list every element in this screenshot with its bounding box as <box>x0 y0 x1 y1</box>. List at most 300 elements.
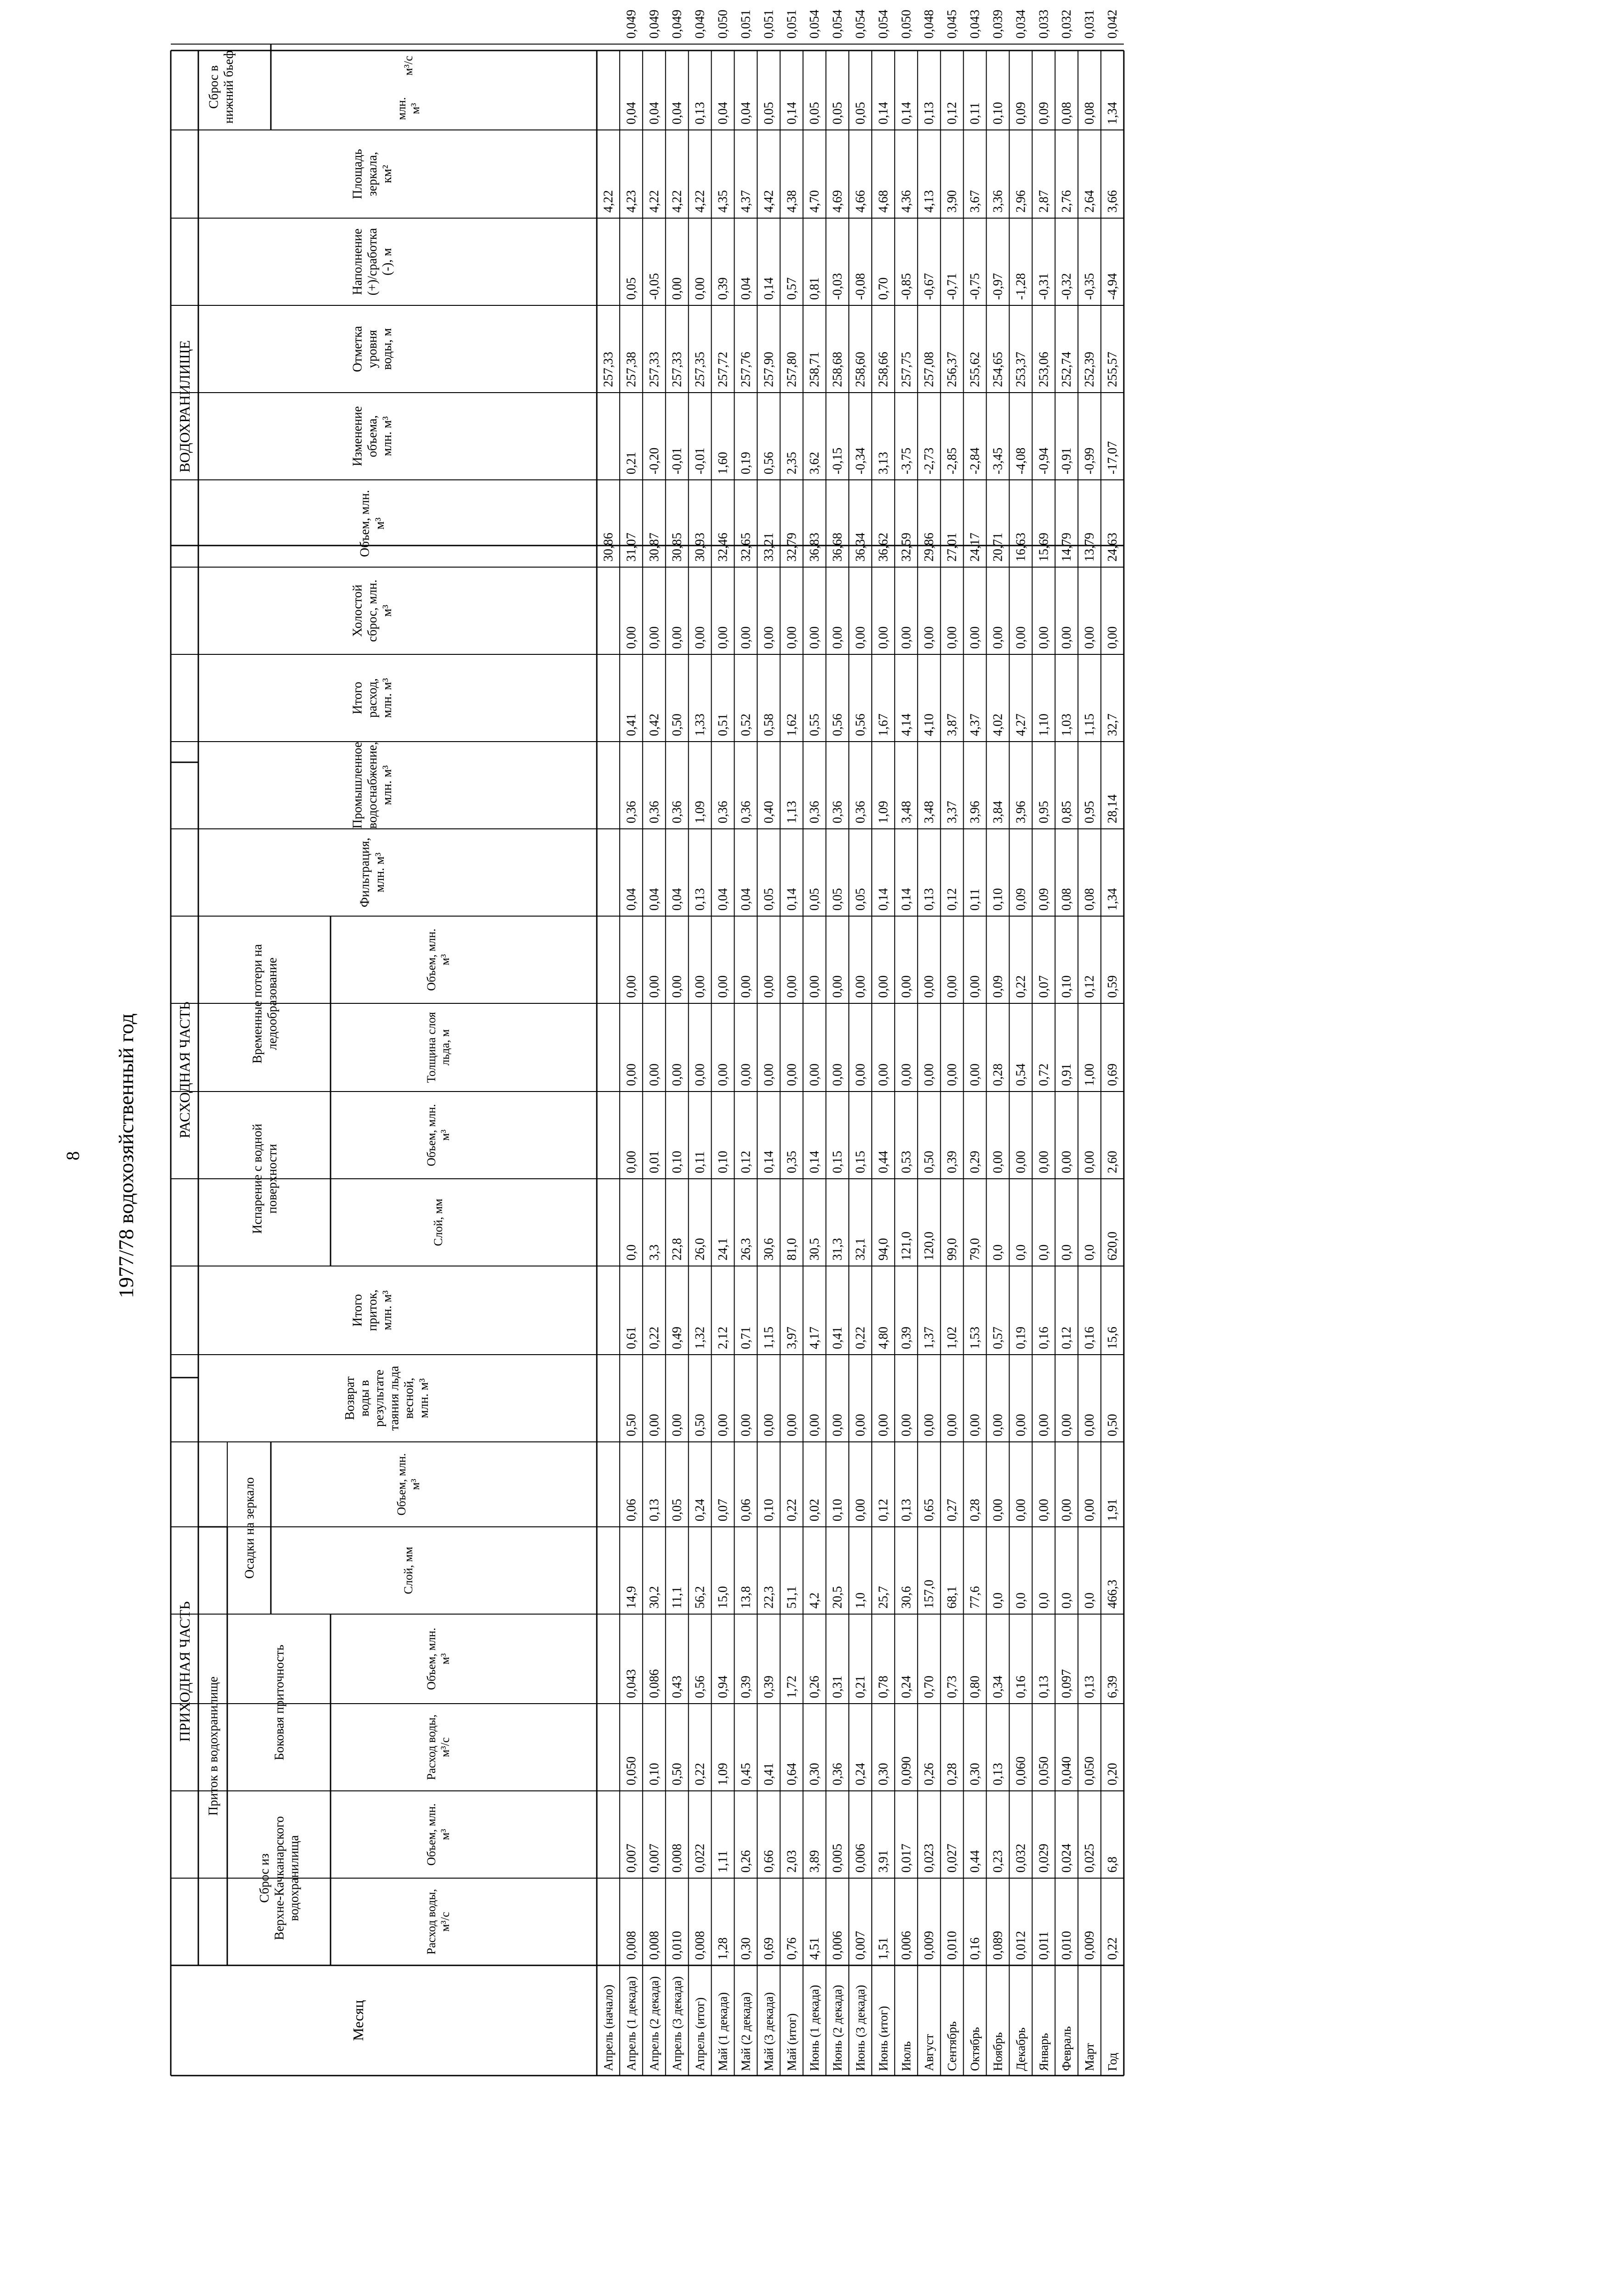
table-cell: 0,13 <box>1037 1676 1051 1698</box>
table-cell: 4,80 <box>876 1327 891 1349</box>
table-cell: 253,06 <box>1037 352 1051 387</box>
table-cell: 0,36 <box>670 801 684 823</box>
table-cell: 0,051 <box>739 10 753 39</box>
table-cell: 0,009 <box>922 1931 937 1960</box>
table-cell: 14,79 <box>1060 533 1074 562</box>
month-label: Май (3 декада) <box>762 1992 776 2071</box>
table-cell: 0,27 <box>945 1499 959 1521</box>
table-cell: 0,00 <box>853 1064 868 1086</box>
table-cell: 0,00 <box>785 975 799 998</box>
table-cell: 257,72 <box>716 352 730 387</box>
table-cell: 1,33 <box>693 714 707 736</box>
table-cell: 0,14 <box>899 888 914 911</box>
month-label: Апрель (итог) <box>693 1997 707 2071</box>
table-cell: 0,00 <box>991 626 1005 649</box>
table-cell: 0,00 <box>1060 1499 1074 1521</box>
table-cell: 0,054 <box>808 10 822 39</box>
table-cell: 1,15 <box>762 1327 776 1349</box>
header-precip: Осадки на зеркало <box>242 1477 257 1579</box>
table-cell: 99,0 <box>945 1238 959 1261</box>
table-cell: 0,14 <box>785 888 799 911</box>
table-cell: 36,62 <box>876 533 891 562</box>
table-cell: 0,00 <box>968 626 982 649</box>
header-fill: Наполнение(+)/сработка(-), м <box>350 228 394 296</box>
table-cell: 0,00 <box>853 626 868 649</box>
table-cell: 0,034 <box>1014 10 1028 39</box>
table-cell: 0,39 <box>899 1327 914 1349</box>
table-cell: 30,6 <box>899 1586 914 1609</box>
table-cell: 81,0 <box>785 1238 799 1261</box>
table-cell: 0,00 <box>647 975 662 998</box>
table-cell: 257,33 <box>670 352 684 387</box>
table-cell: 4,35 <box>716 190 730 213</box>
table-cell: 0,008 <box>670 1844 684 1873</box>
table-cell: 0,006 <box>830 1931 845 1960</box>
table-cell: 36,83 <box>808 533 822 562</box>
month-label: Январь <box>1037 2033 1051 2071</box>
table-cell: 0,0 <box>624 1244 639 1261</box>
table-cell: 0,85 <box>1060 801 1074 823</box>
month-label: Октябрь <box>968 2027 982 2071</box>
table-cell: 0,007 <box>624 1844 639 1873</box>
header-vol-change: Изменениеобъема,млн. м³ <box>350 406 394 467</box>
table-cell: 0,00 <box>624 1064 639 1086</box>
table-cell: 1,91 <box>1105 1499 1120 1521</box>
month-label: Сентябрь <box>945 2021 959 2071</box>
table-cell: 0,05 <box>762 888 776 911</box>
table-cell: 0,36 <box>647 801 662 823</box>
table-cell: 0,045 <box>945 10 959 39</box>
table-cell: 0,023 <box>922 1844 937 1873</box>
table-cell: 26,0 <box>693 1238 707 1261</box>
table-cell: 0,00 <box>785 1064 799 1086</box>
table-cell: 0,08 <box>1083 102 1097 124</box>
header-idle: Холостойсброс, млн.м³ <box>350 580 394 642</box>
table-cell: 56,2 <box>693 1586 707 1609</box>
table-cell: 0,006 <box>899 1931 914 1960</box>
table-cell: -0,03 <box>830 273 845 300</box>
table-cell: 0,05 <box>670 1499 684 1521</box>
subheader-vol: Объем, млн.м³ <box>425 1104 452 1166</box>
table-cell: 0,95 <box>1037 801 1051 823</box>
table-cell: 4,66 <box>853 190 868 213</box>
table-cell: 4,42 <box>762 190 776 213</box>
table-cell: 0,049 <box>670 10 684 39</box>
table-cell: 0,00 <box>762 1414 776 1436</box>
table-cell: 3,3 <box>647 1244 662 1261</box>
header-upper-release: Сброс изВерхне-Качканарскоговодохранилища <box>258 1816 302 1940</box>
table-cell: 0,59 <box>1105 975 1120 998</box>
table-cell: 257,33 <box>647 352 662 387</box>
table-cell: 0,70 <box>876 277 891 300</box>
table-cell: 6,8 <box>1105 1857 1120 1873</box>
header-income: ПРИХОДНАЯ ЧАСТЬ <box>176 1601 193 1742</box>
table-cell: 0,00 <box>1037 1499 1051 1521</box>
table-cell: 0,00 <box>693 626 707 649</box>
table-cell: 11,1 <box>670 1587 684 1609</box>
table-cell: 0,71 <box>739 1327 753 1349</box>
table-cell: 0,054 <box>876 10 891 39</box>
table-cell: 30,2 <box>647 1586 662 1609</box>
table-cell: 0,039 <box>991 10 1005 39</box>
table-cell: 0,14 <box>899 102 914 124</box>
table-cell: 4,37 <box>968 714 982 736</box>
table-cell: 0,15 <box>853 1151 868 1173</box>
table-cell: -0,05 <box>647 273 662 300</box>
table-cell: 0,00 <box>991 1414 1005 1436</box>
table-cell: 2,76 <box>1060 190 1074 213</box>
table-cell: 0,00 <box>670 1414 684 1436</box>
table-cell: 0,00 <box>968 1414 982 1436</box>
table-cell: 0,22 <box>1014 975 1028 998</box>
table-cell: 3,13 <box>876 452 891 474</box>
table-cell: 0,050 <box>899 10 914 39</box>
table-cell: 0,05 <box>853 888 868 911</box>
table-cell: 0,00 <box>1060 626 1074 649</box>
table-cell: 258,66 <box>876 352 891 387</box>
table-cell: 0,41 <box>830 1327 845 1349</box>
table-cell: 4,22 <box>647 190 662 213</box>
table-cell: 0,22 <box>1105 1937 1120 1960</box>
table-cell: 0,50 <box>670 714 684 736</box>
table-cell: 0,00 <box>1083 1499 1097 1521</box>
header-area: Площадьзеркала,км² <box>350 149 394 199</box>
table-cell: 0,00 <box>762 1064 776 1086</box>
table-cell: -0,35 <box>1083 273 1097 300</box>
table-cell: 0,00 <box>1083 1151 1097 1173</box>
table-cell: 4,13 <box>922 190 937 213</box>
table-cell: 0,040 <box>1060 1756 1074 1785</box>
table-cell: -4,08 <box>1014 447 1028 474</box>
table-cell: 0,57 <box>785 277 799 300</box>
table-cell: 30,93 <box>693 533 707 562</box>
month-label: Май (итог) <box>785 2013 799 2071</box>
table-cell: 0,04 <box>716 888 730 911</box>
table-cell: 0,00 <box>693 277 707 300</box>
month-label: Май (1 декада) <box>716 1992 730 2071</box>
table-cell: 0,72 <box>1037 1064 1051 1086</box>
table-cell: 0,050 <box>624 1756 639 1785</box>
month-label: Ноябрь <box>991 2032 1005 2071</box>
table-cell: 0,0 <box>991 1593 1005 1609</box>
table-cell: 0,0 <box>1014 1244 1028 1261</box>
table-cell: 0,00 <box>945 626 959 649</box>
table-cell: 0,00 <box>1037 1414 1051 1436</box>
table-cell: 4,10 <box>922 713 937 736</box>
subheader-m3s: м³/с <box>402 56 415 76</box>
table-cell: 3,96 <box>1014 801 1028 823</box>
header-level: Отметкауровняводы, м <box>350 326 394 372</box>
table-cell: 27,01 <box>945 533 959 562</box>
table-cell: 0,19 <box>739 452 753 474</box>
table-cell: 0,24 <box>693 1499 707 1521</box>
table-cell: 1,67 <box>876 714 891 736</box>
table-cell: 0,65 <box>922 1499 937 1521</box>
table-cell: 3,48 <box>922 800 937 823</box>
table-cell: 0,51 <box>716 714 730 736</box>
table-cell: 0,007 <box>647 1844 662 1873</box>
water-balance-table <box>171 10 1124 2076</box>
table-cell: 0,28 <box>945 1763 959 1785</box>
table-cell: 252,74 <box>1060 352 1074 387</box>
table-cell: 0,36 <box>853 801 868 823</box>
table-cell: 0,15 <box>830 1151 845 1173</box>
subheader-flow: Расход воды,м³/с <box>425 1714 452 1780</box>
table-cell: 0,00 <box>624 975 639 998</box>
table-cell: 0,09 <box>1014 888 1028 911</box>
table-cell: 0,00 <box>876 1414 891 1436</box>
month-label: Июнь (3 декада) <box>853 1985 867 2071</box>
table-cell: 29,86 <box>922 532 937 562</box>
table-cell: 0,16 <box>1037 1327 1051 1349</box>
header-total-inflow: Итогоприток,млн. м³ <box>350 1289 394 1331</box>
table-cell: 0,50 <box>670 1763 684 1785</box>
table-cell: 1,09 <box>693 801 707 823</box>
table-cell: 0,91 <box>1060 1064 1074 1086</box>
table-cell: 0,21 <box>853 1676 868 1698</box>
table-cell: -0,08 <box>853 273 868 300</box>
table-cell: 0,12 <box>1083 975 1097 998</box>
table-cell: 0,55 <box>808 714 822 736</box>
table-cell: 0,24 <box>899 1676 914 1698</box>
table-cell: 0,00 <box>739 1064 753 1086</box>
table-cell: 0,00 <box>670 975 684 998</box>
table-cell: 1,34 <box>1105 888 1120 911</box>
table-cell: 0,14 <box>762 1151 776 1173</box>
table-cell: 31,07 <box>624 533 639 562</box>
table-cell: 0,00 <box>716 975 730 998</box>
table-cell: 4,69 <box>830 190 845 213</box>
table-cell: 30,87 <box>647 533 662 562</box>
table-cell: 1,10 <box>1037 714 1051 736</box>
table-cell: -2,73 <box>922 447 937 474</box>
table-cell: 32,1 <box>853 1238 868 1261</box>
table-cell: 77,6 <box>968 1586 982 1609</box>
table-cell: 0,0 <box>1083 1593 1097 1609</box>
table-cell: 0,008 <box>647 1931 662 1960</box>
table-cell: 257,38 <box>624 352 639 387</box>
table-cell: -0,71 <box>945 273 959 300</box>
table-cell: 3,36 <box>991 190 1005 213</box>
table-cell: 0,00 <box>991 1151 1005 1173</box>
table-cell: 0,049 <box>693 10 707 39</box>
table-cell: 4,37 <box>739 190 753 213</box>
table-cell: 0,10 <box>716 1151 730 1173</box>
table-cell: 0,049 <box>624 10 639 39</box>
table-cell: 0,0 <box>1037 1593 1051 1609</box>
table-cell: 32,59 <box>899 533 914 562</box>
table-cell: 0,11 <box>968 889 982 911</box>
table-cell: -0,01 <box>693 447 707 474</box>
table-cell: 0,00 <box>922 1414 937 1436</box>
table-cell: 26,3 <box>739 1238 753 1261</box>
table-cell: 0,051 <box>785 10 799 39</box>
subheader-vol: Объем, млн.м³ <box>425 929 452 991</box>
month-label: Год <box>1105 2053 1120 2071</box>
table-cell: 0,00 <box>1037 626 1051 649</box>
table-cell: 0,00 <box>785 626 799 649</box>
month-label: Апрель (2 декада) <box>647 1976 661 2071</box>
table-cell: -0,85 <box>899 273 914 300</box>
table-cell: 0,76 <box>785 1937 799 1960</box>
table-cell: 0,029 <box>1037 1844 1051 1873</box>
table-cell: 0,00 <box>716 626 730 649</box>
table-cell: 1,09 <box>876 801 891 823</box>
table-cell: 0,61 <box>624 1327 639 1349</box>
table-cell: 252,39 <box>1083 352 1097 387</box>
table-cell: 0,00 <box>853 1499 868 1521</box>
table-cell: 0,10 <box>647 1763 662 1785</box>
table-cell: 0,00 <box>670 277 684 300</box>
table-cell: 32,46 <box>716 533 730 562</box>
table-cell: 0,41 <box>762 1763 776 1785</box>
table-cell: 258,60 <box>853 352 868 387</box>
table-cell: 0,39 <box>716 277 730 300</box>
table-cell: 0,06 <box>739 1499 753 1521</box>
table-cell: 0,09 <box>1037 102 1051 124</box>
table-cell: 3,48 <box>899 801 914 823</box>
table-cell: 0,44 <box>876 1151 891 1173</box>
table-cell: 0,13 <box>899 1499 914 1521</box>
table-cell: 0,50 <box>922 1151 937 1173</box>
table-cell: 0,00 <box>922 1064 937 1086</box>
table-cell: 0,025 <box>1083 1844 1097 1873</box>
subheader-layer: Слой, мм <box>432 1199 445 1246</box>
table-cell: 0,08 <box>1083 888 1097 911</box>
table-cell: 0,00 <box>945 1414 959 1436</box>
subheader-vol: Объем, млн.м³ <box>425 1627 452 1690</box>
table-cell: 0,56 <box>762 452 776 474</box>
table-cell: 0,30 <box>876 1763 891 1785</box>
table-cell: 2,87 <box>1037 190 1051 213</box>
table-cell: -1,28 <box>1014 273 1028 300</box>
table-cell: 0,00 <box>739 975 753 998</box>
table-cell: 28,14 <box>1105 794 1120 823</box>
table-cell: 257,35 <box>693 352 707 387</box>
table-cell: 0,00 <box>853 975 868 998</box>
table-cell: 2,12 <box>716 1327 730 1349</box>
table-cell: 0,011 <box>1037 1931 1051 1960</box>
table-cell: 0,050 <box>1037 1756 1051 1785</box>
table-cell: 0,16 <box>1083 1327 1097 1349</box>
table-cell: 0,00 <box>1060 1151 1074 1173</box>
table-cell: 0,008 <box>624 1931 639 1960</box>
table-cell: 0,81 <box>808 277 822 300</box>
table-cell: 0,00 <box>1083 626 1097 649</box>
table-cell: 0,00 <box>739 626 753 649</box>
table-cell: -3,75 <box>899 447 914 474</box>
table-cell: 4,36 <box>899 190 914 213</box>
table-cell: 0,00 <box>670 1064 684 1086</box>
table-cell: 0,024 <box>1060 1844 1074 1873</box>
table-cell: 0,22 <box>853 1327 868 1349</box>
table-cell: 0,086 <box>647 1669 662 1698</box>
table-cell: 68,1 <box>945 1586 959 1609</box>
table-cell: 0,05 <box>808 888 822 911</box>
table-cell: -4,94 <box>1105 273 1120 300</box>
table-cell: 0,00 <box>899 975 914 998</box>
table-cell: 22,8 <box>670 1238 684 1261</box>
table-cell: 258,68 <box>830 352 845 387</box>
table-cell: 0,00 <box>922 975 937 998</box>
table-cell: 0,09 <box>1037 888 1051 911</box>
table-cell: 0,00 <box>945 975 959 998</box>
table-cell: 0,00 <box>624 626 639 649</box>
table-cell: 0,24 <box>853 1763 868 1785</box>
table-cell: 0,26 <box>739 1850 753 1873</box>
table-cell: 3,66 <box>1105 190 1120 213</box>
table-cell: 4,17 <box>808 1327 822 1349</box>
table-cell: 0,054 <box>853 10 868 39</box>
table-cell: 0,00 <box>968 975 982 998</box>
table-cell: 4,23 <box>624 190 639 213</box>
table-cell: 0,13 <box>922 101 937 124</box>
table-cell: 0,04 <box>647 102 662 124</box>
table-cell: 0,09 <box>991 975 1005 998</box>
header-ice-return: Возвратводы врезультатетаяния льдавесной,млн. м³ <box>342 1366 431 1431</box>
table-cell: 36,68 <box>830 533 845 562</box>
table-cell: 1,34 <box>1105 102 1120 124</box>
table-cell: 0,13 <box>647 1499 662 1521</box>
table-cell: 0,00 <box>647 1414 662 1436</box>
table-cell: 4,14 <box>899 714 914 736</box>
table-cell: -0,32 <box>1060 273 1074 300</box>
table-cell: 0,00 <box>968 1064 982 1086</box>
table-cell: 31,3 <box>830 1238 845 1261</box>
table-cell: 30,85 <box>670 533 684 562</box>
table-cell: -0,94 <box>1037 447 1051 474</box>
table-cell: 0,0 <box>1037 1244 1051 1261</box>
table-cell: 0,00 <box>808 1064 822 1086</box>
table-cell: 0,0 <box>1083 1244 1097 1261</box>
table-cell: 0,04 <box>624 102 639 124</box>
table-cell: 1,60 <box>716 452 730 474</box>
table-cell: 257,80 <box>785 352 799 387</box>
table-cell: 0,00 <box>693 1064 707 1086</box>
table-cell: 0,26 <box>922 1763 937 1785</box>
table-cell: 0,00 <box>808 1414 822 1436</box>
table-cell: 0,10 <box>1060 975 1074 998</box>
table-cell: 0,39 <box>945 1151 959 1173</box>
table-cell: 0,00 <box>876 626 891 649</box>
table-cell: 0,00 <box>624 1151 639 1173</box>
table-cell: 16,63 <box>1014 533 1028 562</box>
table-cell: 0,70 <box>922 1676 937 1698</box>
table-cell: 257,75 <box>899 351 914 387</box>
table-cell: 0,13 <box>693 102 707 124</box>
table-cell: 0,73 <box>945 1676 959 1698</box>
table-cell: 0,00 <box>876 1064 891 1086</box>
table-cell: 0,00 <box>991 1499 1005 1521</box>
table-cell: 0,00 <box>1014 1414 1028 1436</box>
header-industrial: Промышленноеводоснабжение,млн. м³ <box>350 742 394 829</box>
table-cell: 0,12 <box>1060 1327 1074 1349</box>
table-cell: 0,04 <box>647 888 662 911</box>
table-cell: 0,050 <box>1083 1756 1097 1785</box>
table-cell: 0,57 <box>991 1327 1005 1349</box>
table-cell: 255,62 <box>968 352 982 387</box>
table-cell: 0,00 <box>922 626 937 649</box>
table-cell: 0,28 <box>968 1499 982 1521</box>
month-label: Июль <box>899 2041 913 2071</box>
table-cell: 0,00 <box>853 1414 868 1436</box>
table-cell: 0,010 <box>945 1931 959 1960</box>
table-cell: 0,36 <box>808 801 822 823</box>
table-cell: 0,00 <box>647 626 662 649</box>
table-cell: -2,85 <box>945 447 959 474</box>
month-label: Февраль <box>1060 2026 1074 2071</box>
table-cell: 0,00 <box>830 626 845 649</box>
